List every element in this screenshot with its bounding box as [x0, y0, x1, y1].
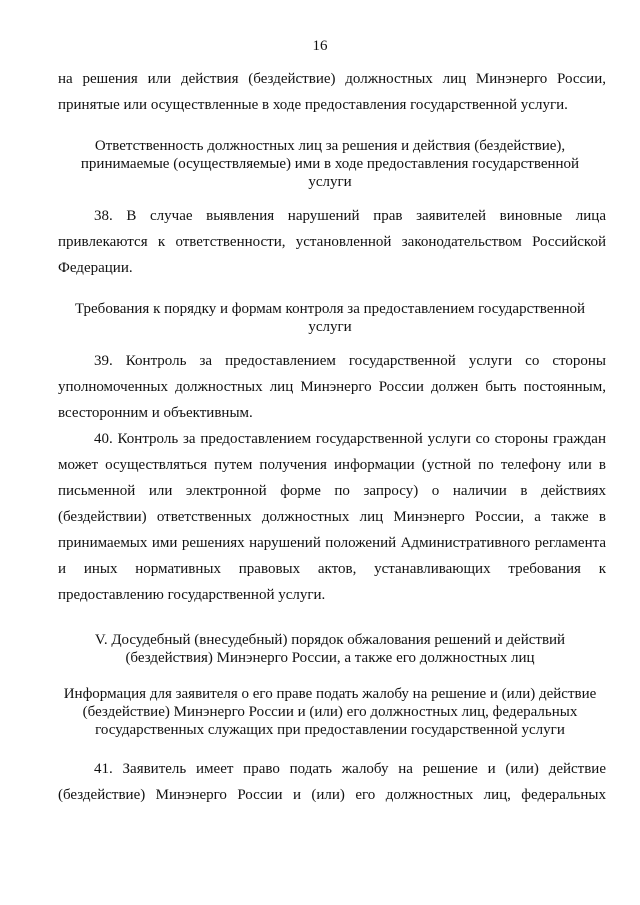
heading-line: услуги [308, 174, 352, 190]
text-line: всесторонним и объективным. [58, 405, 253, 421]
heading-line: V. Досудебный (внесудебный) порядок обжалования решений и действий [94, 632, 566, 648]
heading-line: принимаемые (осуществляемые) ими в ходе предоставления государственной [80, 156, 580, 172]
page-number: 16 [312, 38, 328, 54]
text-line: уполномоченных должностных лиц Минэнерго России должен быть постоянным, [58, 379, 606, 395]
text-line: 38. В случае выявления нарушений прав заявителей виновные лица [94, 208, 606, 224]
heading-section-5 [40, 631, 620, 667]
heading-line: услуги [308, 319, 352, 335]
heading-responsibility [40, 137, 620, 191]
heading-line: Информация для заявителя о его праве подать жалобу на решение и (или) действие [63, 686, 597, 702]
text-line: 39. Контроль за предоставлением государственной услуги со стороны [94, 353, 606, 369]
heading-line: (бездействие) Минэнерго России и (или) его должностных лиц, федеральных [82, 704, 578, 720]
paragraph-41 [58, 756, 606, 808]
heading-applicant-info [40, 685, 620, 739]
text-line: предоставлению государственной услуги. [58, 587, 326, 603]
paragraph-39 [58, 348, 606, 426]
heading-line: (бездействия) Минэнерго России, а также его должностных лиц [125, 650, 535, 666]
text-line: 41. Заявитель имеет право подать жалобу на решение и (или) действие [94, 761, 606, 777]
text-line: письменной или электронной форме по запросу) о наличии в действиях [58, 483, 606, 499]
text-line: (бездействие) Минэнерго России и (или) его должностных лиц, федеральных [58, 787, 606, 803]
text-line: (бездействии) ответственных должностных лиц Минэнерго России, а также в [58, 509, 606, 525]
text-line: привлекаются к ответственности, установленной законодательством Российской [58, 234, 606, 250]
text-line: принимаемых ими решениях нарушений положений Административного регламента [58, 535, 606, 551]
text-line: может осуществляться путем получения информации (устной по телефону или в [58, 457, 606, 473]
text-line: на решения или действия (бездействие) должностных лиц Минэнерго России, [58, 71, 606, 87]
paragraph-40 [58, 426, 606, 608]
text-line: принятые или осуществленные в ходе предоставления государственной услуги. [58, 97, 568, 113]
heading-line: Требования к порядку и формам контроля за предоставлением государственной [74, 301, 586, 317]
paragraph-continuation [58, 66, 606, 118]
text-line: 40. Контроль за предоставлением государственной услуги со стороны граждан [94, 431, 606, 447]
heading-line: Ответственность должностных лиц за решения и действия (бездействие), [94, 138, 566, 154]
paragraph-38 [58, 203, 606, 281]
text-line: Федерации. [58, 260, 133, 276]
heading-line: государственных служащих при предоставлении государственной услуги [95, 722, 565, 738]
heading-control [40, 300, 620, 336]
text-line: и иных нормативных правовых актов, устанавливающих требования к [58, 561, 606, 577]
